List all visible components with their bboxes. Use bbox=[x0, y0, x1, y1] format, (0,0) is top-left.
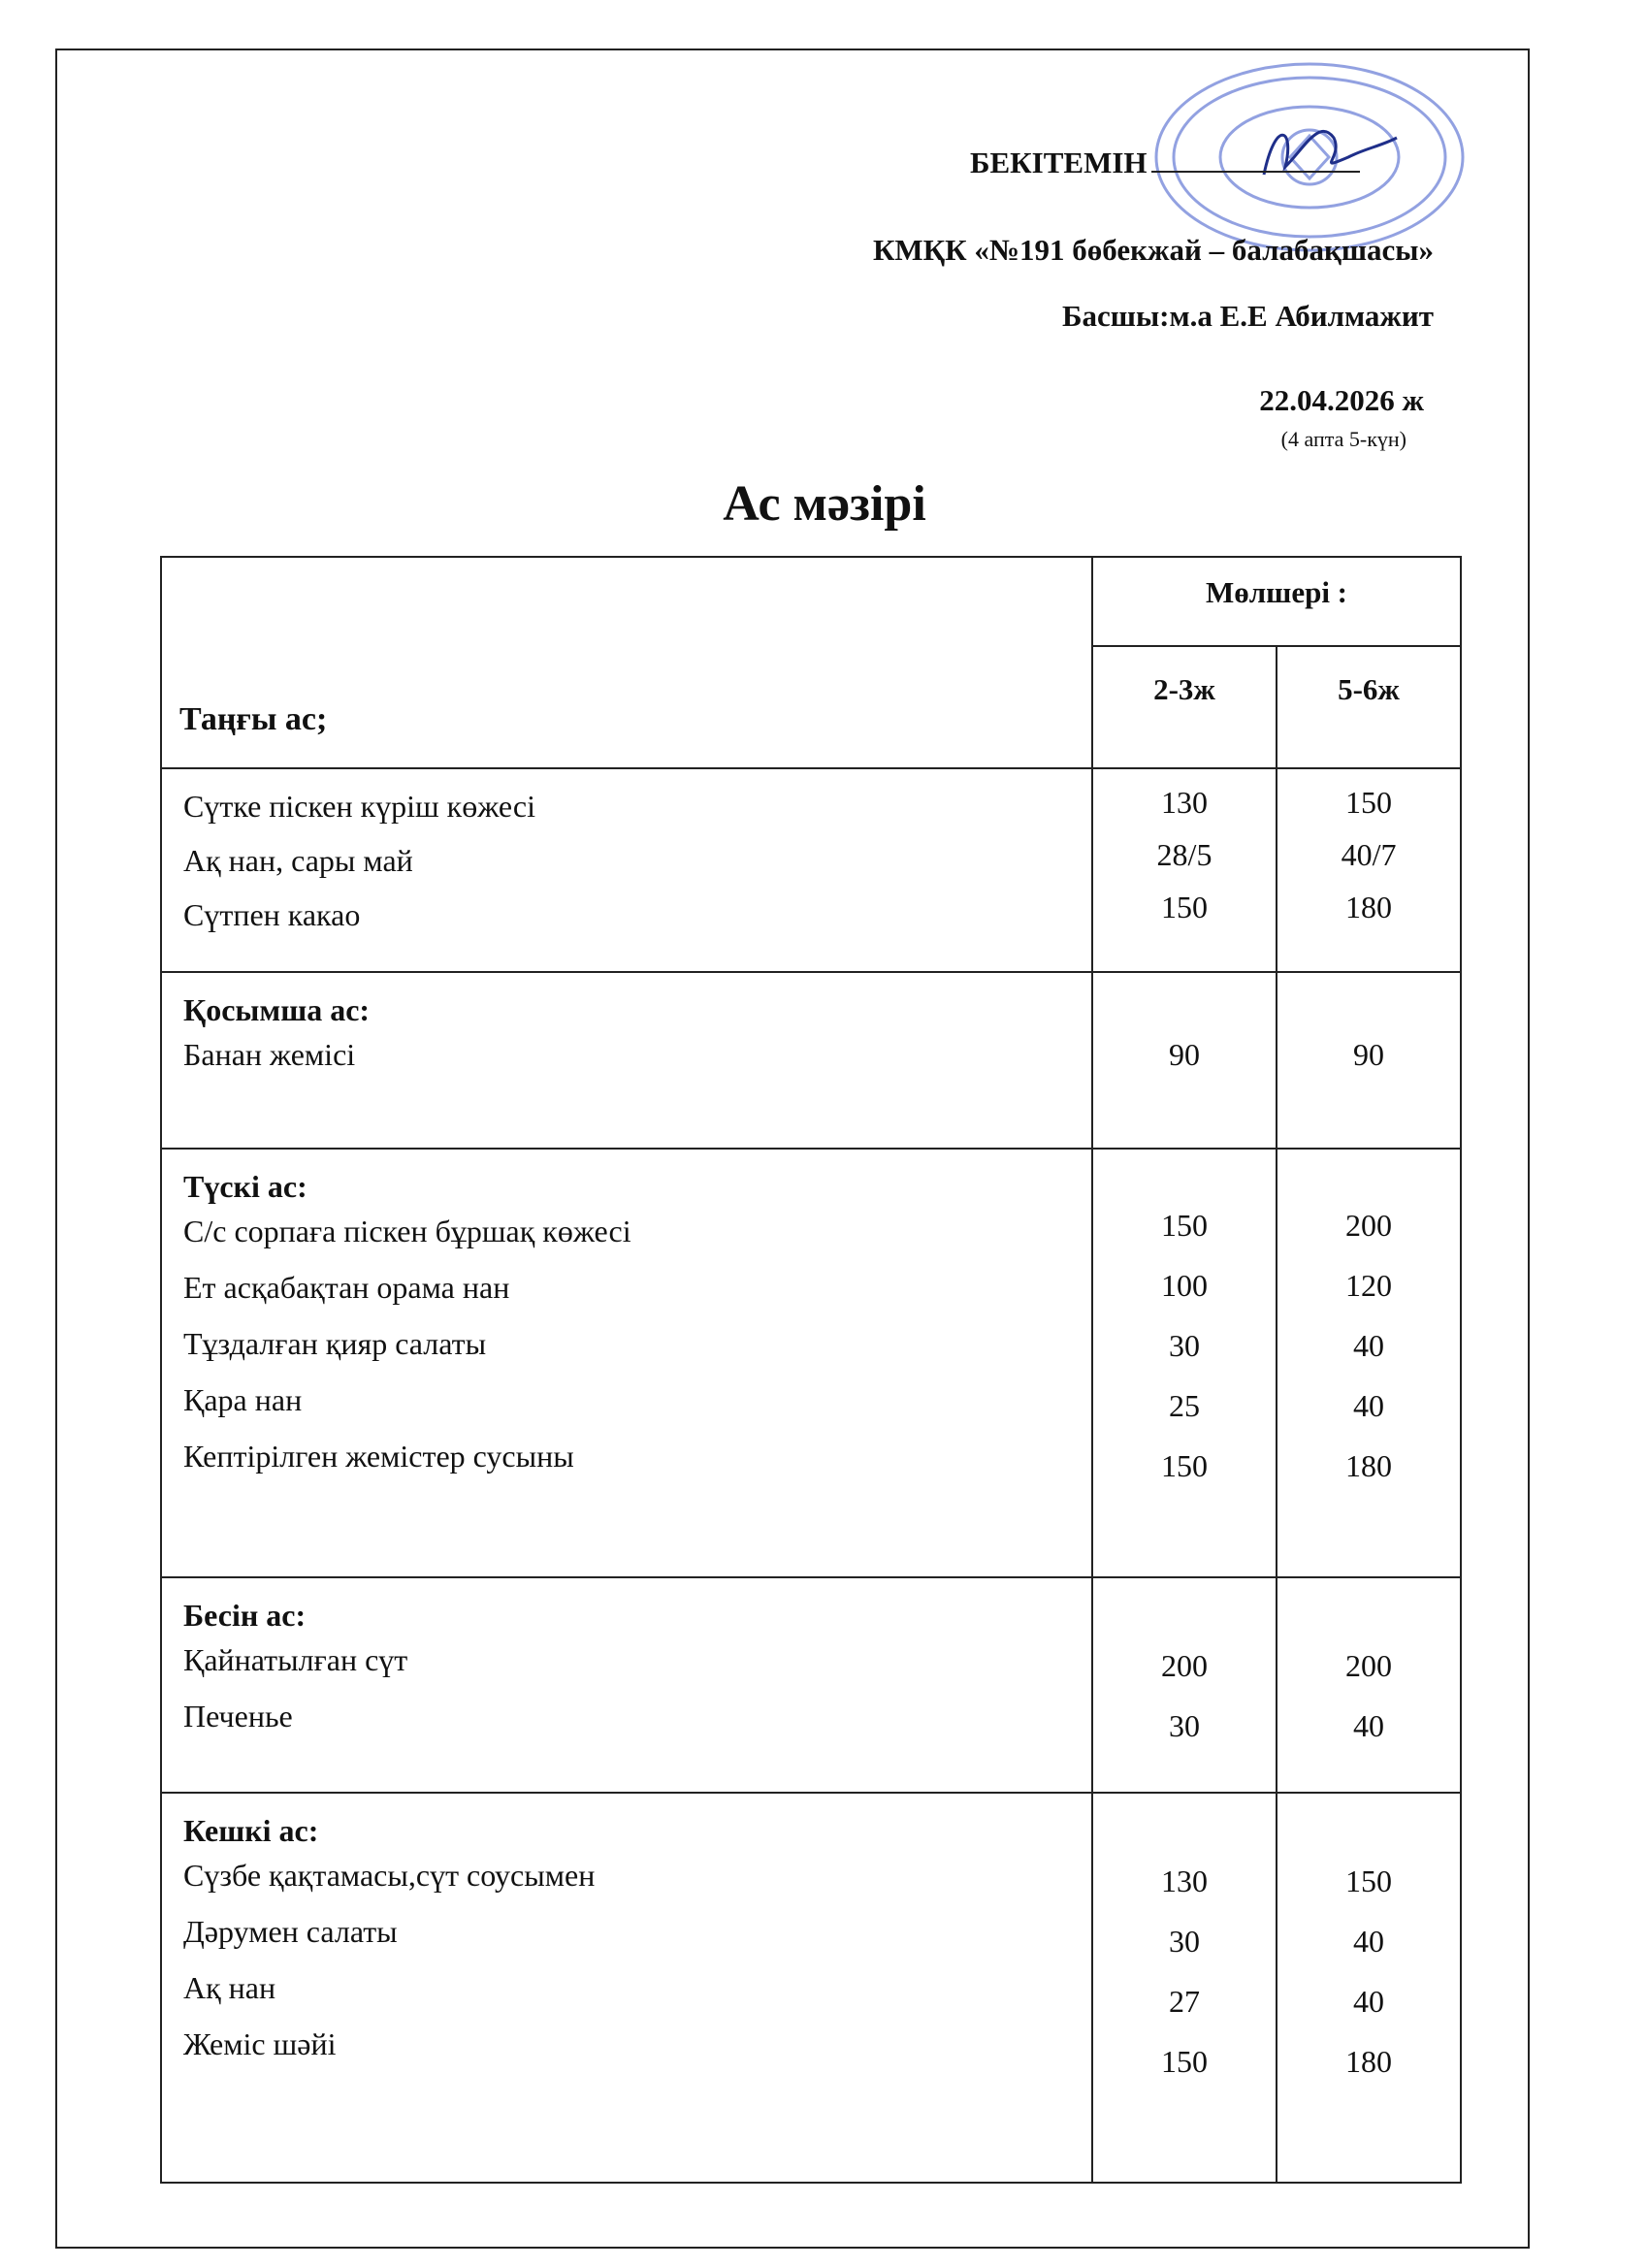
meal-item: Қайнатылған сүт bbox=[183, 1642, 408, 1677]
age-col-5-6: 5-6ж bbox=[1277, 646, 1461, 768]
dinner-row bbox=[161, 1793, 1461, 2183]
head-name: Басшы:м.а Е.Е Абилмажит bbox=[1062, 299, 1434, 333]
amount: 40/7 bbox=[1341, 837, 1397, 872]
section-title: Түскі ас: bbox=[183, 1169, 307, 1204]
amount: 90 bbox=[1169, 1037, 1200, 1072]
breakfast-row bbox=[161, 768, 1461, 972]
amount: 30 bbox=[1169, 1708, 1200, 1743]
amount: 40 bbox=[1353, 1984, 1384, 2019]
breakfast-amounts-5-6 bbox=[1277, 768, 1461, 972]
amount: 90 bbox=[1353, 1037, 1384, 1072]
approval-line bbox=[970, 146, 1360, 180]
signature-line bbox=[1151, 170, 1360, 173]
menu-table bbox=[160, 556, 1462, 2184]
breakfast-amounts-2-3 bbox=[1092, 768, 1277, 972]
snack-items bbox=[161, 972, 1092, 1149]
lunch-items bbox=[161, 1149, 1092, 1577]
meal-item: Сүзбе қақтамасы,сүт соусымен bbox=[183, 1858, 596, 1893]
amount: 30 bbox=[1169, 1924, 1200, 1959]
amount: 150 bbox=[1161, 890, 1208, 924]
page-title: Ас мәзірі bbox=[723, 476, 926, 532]
meal-item: Ақ нан, сары май bbox=[183, 843, 413, 878]
afternoon-amounts-2-3 bbox=[1092, 1577, 1277, 1793]
amount: 27 bbox=[1169, 1984, 1200, 2019]
breakfast-items bbox=[161, 768, 1092, 972]
approve-label: БЕКІТЕМІН bbox=[970, 146, 1148, 179]
amount: 180 bbox=[1345, 1448, 1392, 1483]
amount: 40 bbox=[1353, 1388, 1384, 1423]
lunch-amounts-5-6 bbox=[1277, 1149, 1461, 1577]
meal-item: Дәрумен салаты bbox=[183, 1914, 398, 1949]
meal-item: С/с сорпаға піскен бұршақ көжесі bbox=[183, 1214, 631, 1248]
meal-item: Ақ нан bbox=[183, 1970, 276, 2005]
afternoon-amounts-5-6 bbox=[1277, 1577, 1461, 1793]
amount: 40 bbox=[1353, 1924, 1384, 1959]
menu-date: 22.04.2026 ж bbox=[1259, 383, 1424, 417]
afternoon-items bbox=[161, 1577, 1092, 1793]
amount: 120 bbox=[1345, 1268, 1392, 1303]
table-header-row bbox=[161, 557, 1461, 646]
amount: 25 bbox=[1169, 1388, 1200, 1423]
section-title: Бесін ас: bbox=[183, 1598, 307, 1633]
amount: 40 bbox=[1353, 1328, 1384, 1363]
afternoon-row bbox=[161, 1577, 1461, 1793]
meal-item: Печенье bbox=[183, 1699, 293, 1733]
meal-item: Сүтпен какао bbox=[183, 897, 361, 932]
meal-item: Жеміс шәйі bbox=[183, 2026, 337, 2061]
amount: 200 bbox=[1161, 1648, 1208, 1683]
lunch-row bbox=[161, 1149, 1461, 1577]
lunch-amounts-2-3 bbox=[1092, 1149, 1277, 1577]
amount: 200 bbox=[1345, 1648, 1392, 1683]
organization-name: КМҚК «№191 бөбекжай – балабақшасы» bbox=[872, 233, 1434, 267]
breakfast-label: Таңғы ас; bbox=[161, 557, 1092, 768]
amount: 28/5 bbox=[1156, 837, 1212, 872]
amount: 150 bbox=[1161, 2044, 1208, 2079]
amount: 100 bbox=[1161, 1268, 1208, 1303]
meal-item: Банан жемісі bbox=[183, 1037, 356, 1072]
dinner-items bbox=[161, 1793, 1092, 2183]
amount-label: Мөлшері : bbox=[1092, 557, 1461, 646]
age-col-2-3: 2-3ж bbox=[1092, 646, 1277, 768]
amount: 150 bbox=[1345, 785, 1392, 820]
amount: 30 bbox=[1169, 1328, 1200, 1363]
meal-item: Ет асқабақтан орама нан bbox=[183, 1270, 510, 1305]
amount: 150 bbox=[1345, 1863, 1392, 1898]
meal-item: Сүтке піскен күріш көжесі bbox=[183, 789, 535, 824]
dinner-amounts-5-6 bbox=[1277, 1793, 1461, 2183]
amount: 130 bbox=[1161, 1863, 1208, 1898]
snack-amounts-2-3 bbox=[1092, 972, 1277, 1149]
week-day: (4 апта 5-күн) bbox=[1280, 427, 1406, 451]
amount: 180 bbox=[1345, 2044, 1392, 2079]
meal-item: Қара нан bbox=[183, 1382, 303, 1417]
meal-item: Тұздалған қияр салаты bbox=[183, 1326, 487, 1361]
amount: 200 bbox=[1345, 1208, 1392, 1243]
amount: 150 bbox=[1161, 1208, 1208, 1243]
amount: 40 bbox=[1353, 1708, 1384, 1743]
section-title: Кешкі ас: bbox=[183, 1813, 319, 1848]
amount: 130 bbox=[1161, 785, 1208, 820]
dinner-amounts-2-3 bbox=[1092, 1793, 1277, 2183]
snack-amounts-5-6 bbox=[1277, 972, 1461, 1149]
section-title: Қосымша ас: bbox=[183, 992, 371, 1027]
amount: 150 bbox=[1161, 1448, 1208, 1483]
meal-item: Кептірілген жемістер сусыны bbox=[183, 1439, 574, 1474]
snack-row bbox=[161, 972, 1461, 1149]
amount: 180 bbox=[1345, 890, 1392, 924]
